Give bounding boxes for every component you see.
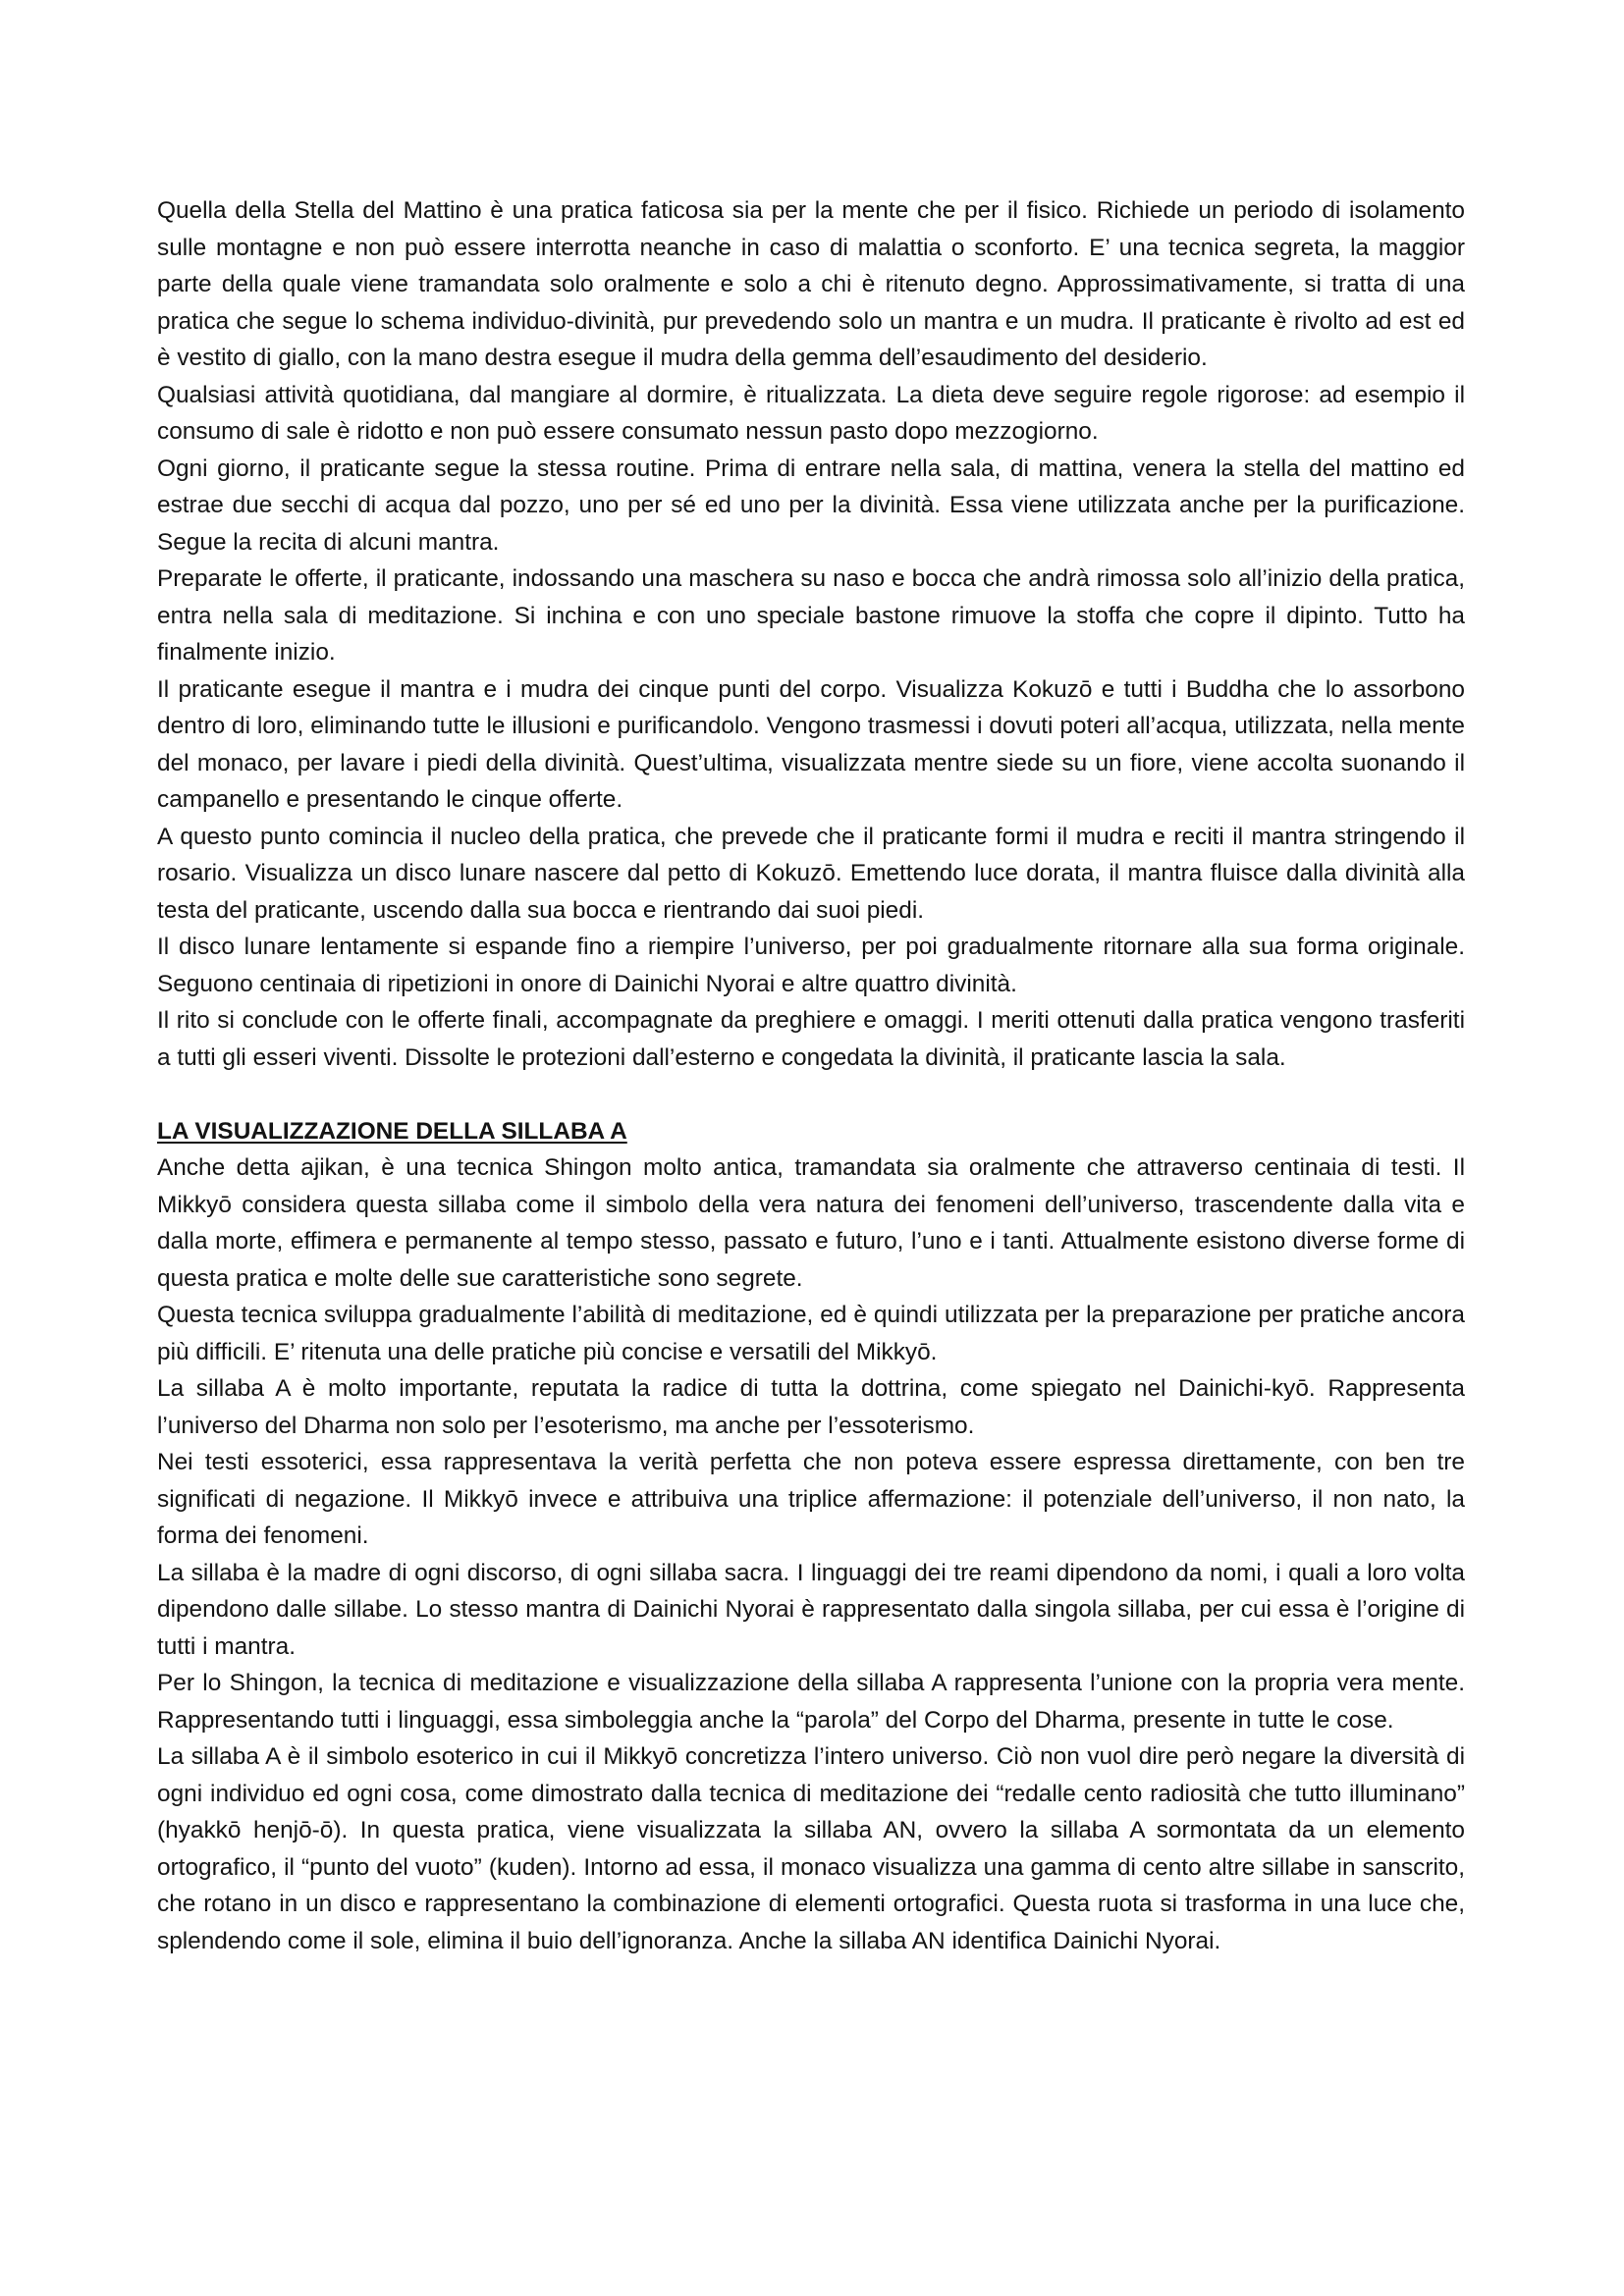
paragraph: Per lo Shingon, la tecnica di meditazione e visualizzazione della sillaba A rappresenta l’unione con la propria vera mente. Rappresentando tutti i linguaggi, essa simboleggia anche la “parola” del Corpo del Dharma, presente in tutte le cose. [157, 1670, 1465, 1734]
paragraph: Il disco lunare lentamente si espande fino a riempire l’universo, per poi gradualmente ritornare alla sua forma originale. Seguono centinaia di ripetizioni in onore di Dainichi Nyorai e altre quattro divinità. [157, 934, 1465, 997]
document-body [157, 192, 1465, 1959]
paragraph: La sillaba A è molto importante, reputata la radice di tutta la dottrina, come spiegato nel Dainichi-kyō. Rappresenta l’universo del Dharma non solo per l’esoterismo, ma anche per l’essoterismo. [157, 1375, 1465, 1439]
paragraph: Qualsiasi attività quotidiana, dal mangiare al dormire, è ritualizzata. La dieta deve seguire regole rigorose: ad esempio il consumo di sale è ridotto e non può essere consumato nessun pasto dopo mezzogiorno. [157, 381, 1465, 445]
paragraph: Preparate le offerte, il praticante, indossando una maschera su naso e bocca che andrà rimossa solo all’inizio della pratica, entra nella sala di meditazione. Si inchina e con uno speciale bastone rimuove la stoffa che copre il dipinto. Tutto ha finalmente inizio. [157, 565, 1465, 666]
paragraph: La sillaba è la madre di ogni discorso, di ogni sillaba sacra. I linguaggi dei tre reami dipendono da nomi, i quali a loro volta dipendono dalle sillabe. Lo stesso mantra di Dainichi Nyorai è rappresentato dalla singola sillaba, per cui essa è l’origine di tutti i mantra. [157, 1559, 1465, 1660]
paragraph: Quella della Stella del Mattino è una pratica faticosa sia per la mente che per il fisico. Richiede un periodo di isolamento sulle montagne e non può essere interrotta neanche in caso di malattia o sconforto. E’ una tecnica segreta, la maggior parte della quale viene tramandata solo oralmente e solo a chi è ritenuto degno. Approssimativamente, si tratta di una pratica che segue lo schema individuo-divinità, pur prevedendo solo un mantra e un mudra. Il praticante è rivolto ad est ed è vestito di giallo, con la mano destra esegue il mudra della gemma dell’esaudimento del desiderio. [157, 197, 1465, 371]
paragraph: Anche detta ajikan, è una tecnica Shingon molto antica, tramandata sia oralmente che attraverso centinaia di testi. Il Mikkyō considera questa sillaba come il simbolo della vera natura dei fenomeni dell’universo, trascendente dalla vita e dalla morte, effimera e permanente al tempo stesso, passato e futuro, l’uno e i tanti. Attualmente esistono diverse forme di questa pratica e molte delle sue caratteristiche sono segrete. [157, 1154, 1465, 1292]
paragraph: A questo punto comincia il nucleo della pratica, che prevede che il praticante formi il mudra e reciti il mantra stringendo il rosario. Visualizza un disco lunare nascere dal petto di Kokuzō. Emettendo luce dorata, il mantra fluisce dalla divinità alla testa del praticante, uscendo dalla sua bocca e rientrando dai suoi piedi. [157, 823, 1465, 924]
paragraph: Il praticante esegue il mantra e i mudra dei cinque punti del corpo. Visualizza Kokuzō e tutti i Buddha che lo assorbono dentro di loro, eliminando tutte le illusioni e purificandolo. Vengono trasmessi i dovuti poteri all’acqua, utilizzata, nella mente del monaco, per lavare i piedi della divinità. Quest’ultima, visualizzata mentre siede su un fiore, viene accolta suonando il campanello e presentando le cinque offerte. [157, 675, 1465, 813]
paragraph: Nei testi essoterici, essa rappresentava la verità perfetta che non poteva essere espressa direttamente, con ben tre significati di negazione. Il Mikkyō invece e attribuiva una triplice affermazione: il potenziale dell’universo, il non nato, la forma dei fenomeni. [157, 1449, 1465, 1549]
paragraph: La sillaba A è il simbolo esoterico in cui il Mikkyō concretizza l’intero universo. Ciò non vuol dire però negare la diversità di ogni individuo ed ogni cosa, come dimostrato dalla tecnica di meditazione dei “redalle cento radiosità che tutto illuminano” (hyakkō henjō-ō). In questa pratica, viene visualizzata la sillaba AN, ovvero la sillaba A sormontata da un elemento ortografico, il “punto del vuoto” (kuden). Intorno ad essa, il monaco visualizza una gamma di cento altre sillabe in sanscrito, che rotano in un disco e rappresentano la combinazione di elementi ortografici. Questa ruota si trasforma in una luce che, splendendo come il sole, elimina il buio dell’ignoranza. Anche la sillaba AN identifica Dainichi Nyorai. [157, 1743, 1465, 1954]
paragraph: Ogni giorno, il praticante segue la stessa routine. Prima di entrare nella sala, di mattina, venera la stella del mattino ed estrae due secchi di acqua dal pozzo, uno per sé ed uno per la divinità. Essa viene utilizzata anche per la purificazione. Segue la recita di alcuni mantra. [157, 454, 1465, 556]
paragraph: Questa tecnica sviluppa gradualmente l’abilità di meditazione, ed è quindi utilizzata per la preparazione per pratiche ancora più difficili. E’ ritenuta una delle pratiche più concise e versatili del Mikkyō. [157, 1302, 1465, 1365]
paragraph: Il rito si conclude con le offerte finali, accompagnate da preghiere e omaggi. I meriti ottenuti dalla pratica vengono trasferiti a tutti gli esseri viventi. Dissolte le protezioni dall’esterno e congedata la divinità, il praticante lascia la sala. [157, 1007, 1465, 1071]
section-heading: LA VISUALIZZAZIONE DELLA SILLABA A [157, 1117, 627, 1145]
